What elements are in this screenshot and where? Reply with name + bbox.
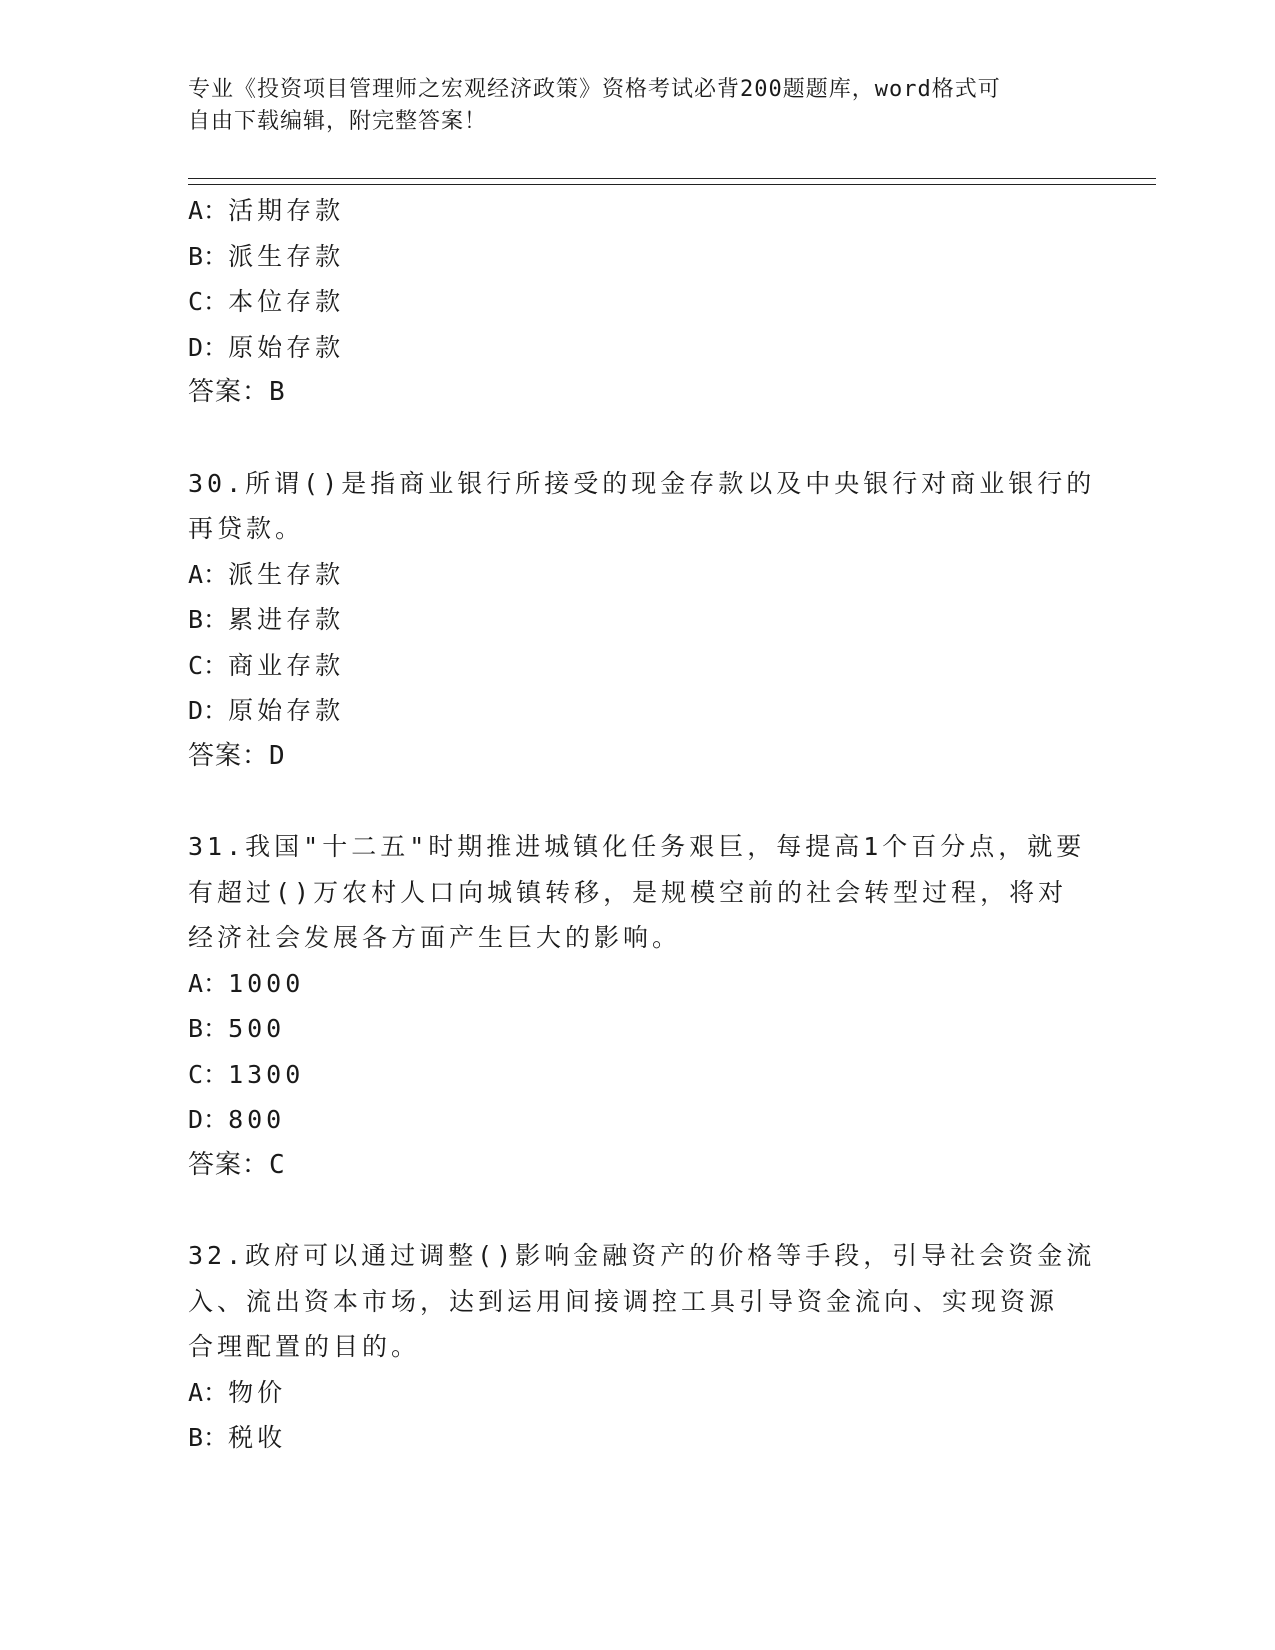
option-c: C：1300 bbox=[188, 1059, 305, 1089]
question-stem-line: 经济社会发展各方面产生巨大的影响。 bbox=[188, 923, 682, 952]
option-a: A：1000 bbox=[188, 968, 305, 998]
question-stem-line: 有超过()万农村人口向城镇转移，是规模空前的社会转型过程，将对 bbox=[188, 877, 1068, 907]
document-header bbox=[188, 74, 1068, 138]
question-31 bbox=[188, 824, 1088, 1188]
option-d: D：800 bbox=[188, 1105, 286, 1134]
question-stem-line: 合理配置的目的。 bbox=[188, 1332, 421, 1361]
option-a: A：派生存款 bbox=[188, 559, 345, 589]
answer: 答案：B bbox=[188, 377, 286, 407]
question-stem-line: 31.我国"十二五"时期推进城镇化任务艰巨，每提高1个百分点，就要 bbox=[188, 832, 1086, 861]
option-b: B：派生存款 bbox=[188, 241, 345, 271]
answer: 答案：C bbox=[188, 1149, 286, 1180]
header-line-1: 专业《投资项目管理师之宏观经济政策》资格考试必背200题题库，word格式可 bbox=[188, 77, 1001, 102]
question-32 bbox=[188, 1233, 1096, 1461]
question-stem-line: 入、流出资本市场，达到运用间接调控工具引导资金流向、实现资源 bbox=[188, 1286, 1059, 1316]
header-line-2: 自由下载编辑，附完整答案！ bbox=[188, 109, 488, 134]
option-d: D：原始存款 bbox=[188, 332, 345, 362]
question-stem-line: 32.政府可以通过调整()影响金融资产的价格等手段，引导社会资金流 bbox=[188, 1241, 1096, 1270]
header-divider bbox=[188, 178, 1156, 185]
option-b: B：税收 bbox=[188, 1423, 287, 1452]
answer: 答案：D bbox=[188, 740, 286, 771]
option-d: D：原始存款 bbox=[188, 696, 345, 725]
question-30 bbox=[188, 461, 1096, 780]
option-b: B：累进存款 bbox=[188, 605, 345, 634]
question-stem-line: 30.所谓()是指商业银行所接受的现金存款以及中央银行对商业银行的 bbox=[188, 468, 1096, 498]
question-29 bbox=[188, 188, 1088, 416]
option-a: A：活期存款 bbox=[188, 196, 345, 225]
option-a: A：物价 bbox=[188, 1377, 287, 1407]
option-c: C：本位存款 bbox=[188, 287, 345, 316]
option-b: B：500 bbox=[188, 1014, 286, 1043]
question-list bbox=[188, 188, 1096, 1461]
question-stem-line: 再贷款。 bbox=[188, 514, 305, 543]
option-c: C：商业存款 bbox=[188, 650, 345, 680]
